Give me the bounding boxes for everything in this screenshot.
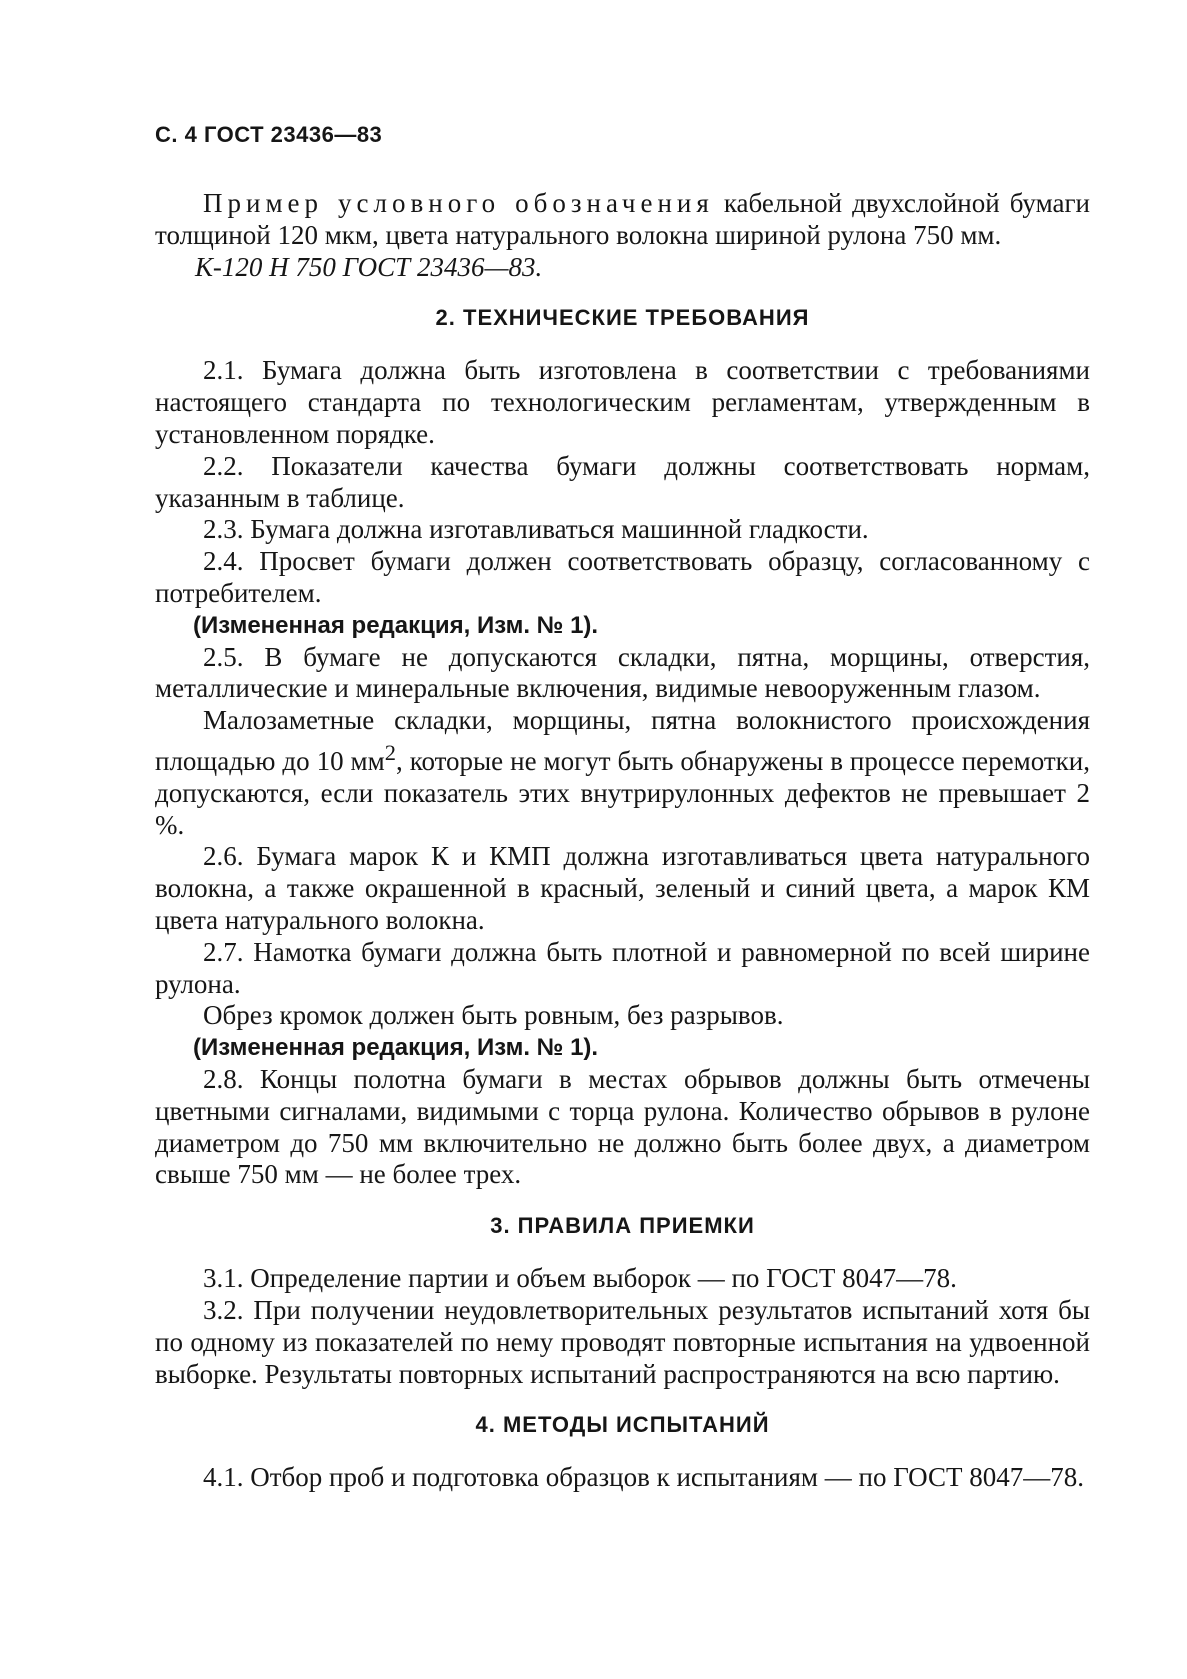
superscript-2: 2 [384,739,396,765]
clause-2-4: 2.4. Просвет бумаги должен соответствовать образцу, согласованному с потребителем. [155,546,1090,608]
section-title-technical-requirements: 2. ТЕХНИЧЕСКИЕ ТРЕБОВАНИЯ [435,305,810,331]
example-text: кабельной двухслойной бумаги толщиной 120 мкм, цвета натурального волокна шириной рулона 750 мм. [155,188,1090,250]
clause-3-1: 3.1. Определение партии и объем выборок — по ГОСТ 8047—78. [203,1263,957,1294]
clause-2-8: 2.8. Концы полотна бумаги в местах обрывов должны быть отмечены цветными сигналами, видимыми с торца рулона. Количество обрывов в рулоне диаметром до 750 мм включительно не должно быть более двух, а диаметром свыше 750 мм — не более трех. [155,1063,1090,1190]
clause-2-1: 2.1. Бумага должна быть изготовлена в соответствии с требованиями настоящего стандарта по технологическим регламентам, утвержденным в установленном порядке. [155,355,1090,449]
clause-2-5-text-start: Малозаметные складки, морщины, пятна волокнистого происхождения площадью до 10 мм [155,705,1090,776]
section-title-test-methods: 4. МЕТОДЫ ИСПЫТАНИЙ [475,1412,770,1438]
clause-2-5-text-end: , которые не могут быть обнаружены в процессе перемотки, допускаются, если показатель этих внутрирулонных дефектов не превышает 2 %. [155,745,1090,840]
page-header: С. 4 ГОСТ 23436—83 [155,122,383,147]
section-title-acceptance-rules: 3. ПРАВИЛА ПРИЕМКИ [490,1213,755,1239]
clause-2-2: 2.2. Показатели качества бумаги должны соответствовать нормам, указанным в таблице. [155,450,1090,513]
clause-2-6: 2.6. Бумага марок К и КМП должна изготавливаться цвета натурального волокна, а также окрашенной в красный, зеленый и синий цвета, а марок КМ цвета натурального волокна. [155,841,1090,935]
amendment-note-2: (Измененная редакция, Изм. № 1). [193,1034,599,1062]
designation-formula: К-120 Н 750 ГОСТ 23436—83. [195,251,543,282]
clause-4-1: 4.1. Отбор проб и подготовка образцов к испытаниям — по ГОСТ 8047—78. [203,1462,1084,1493]
clause-2-5: 2.5. В бумаге не допускаются складки, пятна, морщины, отверстия, металлические и минеральные включения, видимые невооруженным глазом. [155,641,1090,704]
clause-2-7: 2.7. Намотка бумаги должна быть плотной и равномерной по всей ширине рулона. [155,936,1090,999]
designation-example [155,188,1090,252]
clause-3-2: 3.2. При получении неудовлетворительных результатов испытаний хотя бы по одному из показателей по нему проводят повторные испытания на удвоенной выборке. Результаты повторных испытаний распространяются на всю партию. [155,1294,1090,1389]
clause-2-7-paragraph-2: Обрез кромок должен быть ровным, без разрывов. [203,1000,784,1031]
example-label: Пример условного обозначения [203,188,714,218]
clause-2-3: 2.3. Бумага должна изготавливаться машинной гладкости. [203,514,869,545]
document-body [155,188,1090,1494]
clause-2-5-paragraph-2 [155,705,1090,841]
amendment-note-1: (Измененная редакция, Изм. № 1). [193,611,599,639]
